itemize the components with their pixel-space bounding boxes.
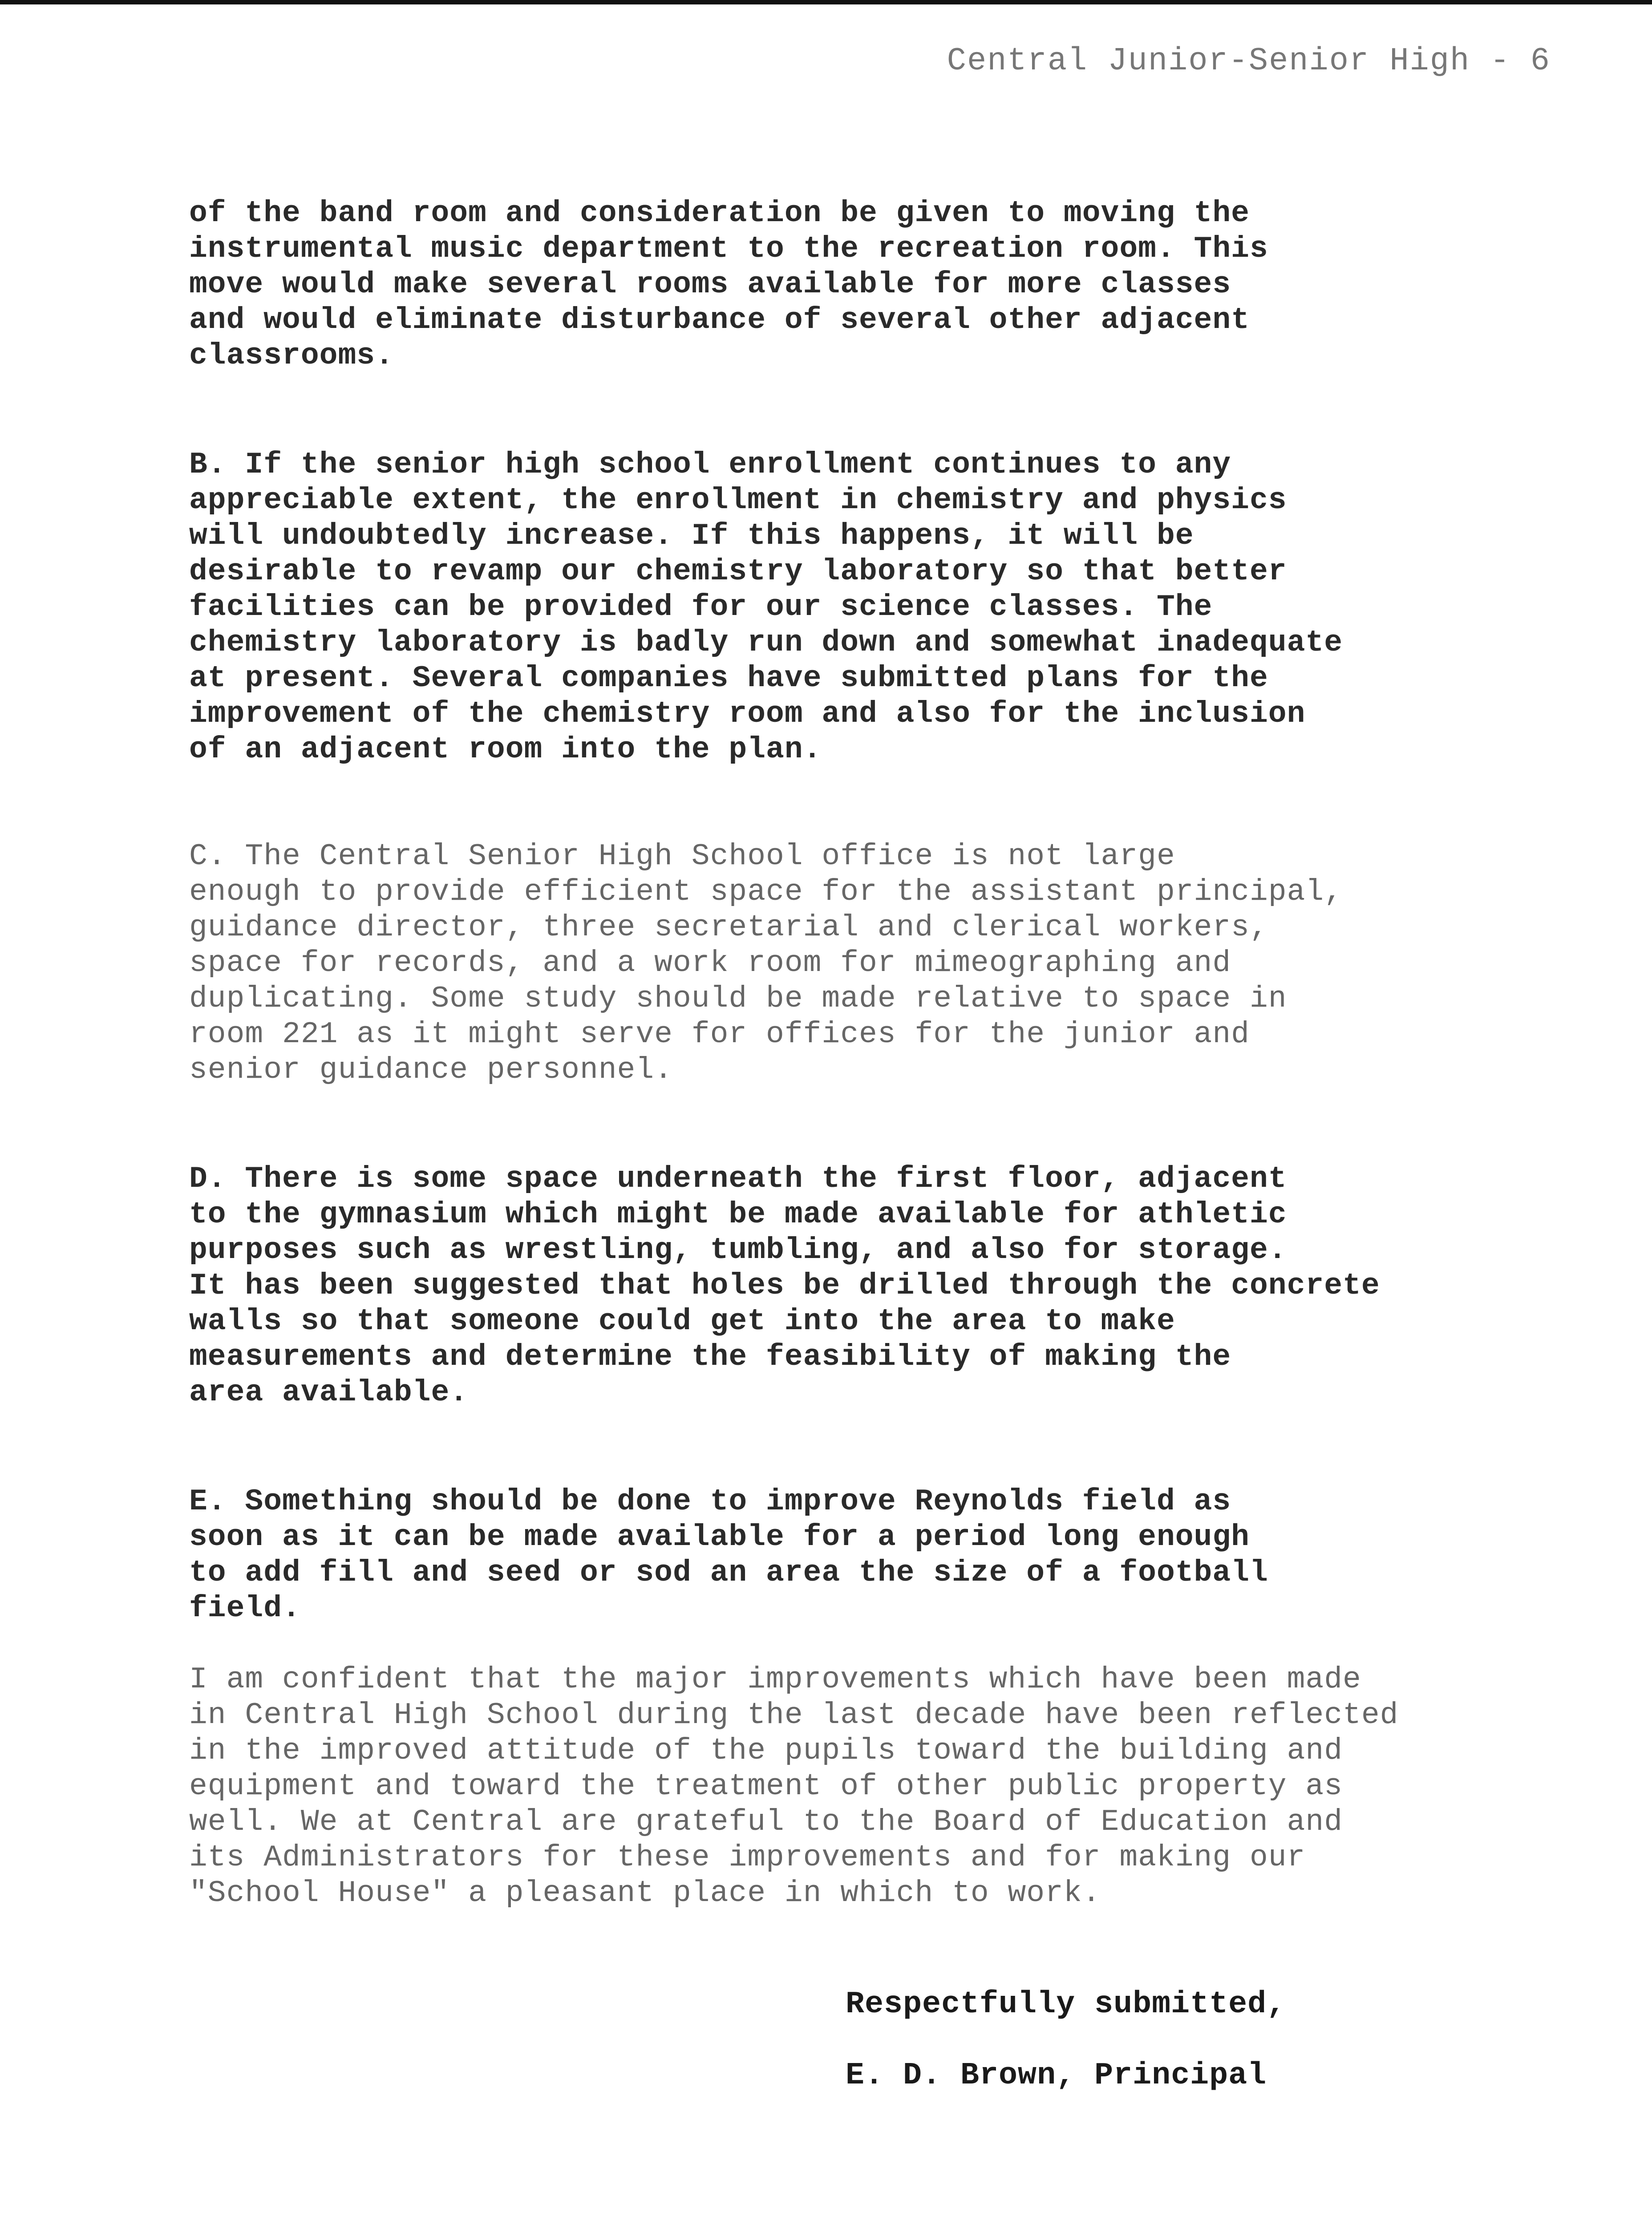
text-line: of the band room and consideration be given to moving the [189, 196, 1250, 231]
text-line: facilities can be provided for our science classes. The [189, 590, 1213, 624]
text-line: senior guidance personnel. [189, 1053, 673, 1087]
text-line: measurements and determine the feasibility of making the [189, 1340, 1231, 1374]
text-line: space for records, and a work room for mimeographing and [189, 946, 1231, 980]
text-line: equipment and toward the treatment of other public property as [189, 1769, 1343, 1804]
text-line: move would make several rooms available for more classes [189, 267, 1231, 302]
text-line: walls so that someone could get into the area to make [189, 1304, 1175, 1339]
text-line: in Central High School during the last decade have been reflected [189, 1698, 1399, 1732]
text-line: to the gymnasium which might be made available for athletic [189, 1197, 1287, 1232]
text-line: soon as it can be made available for a period long enough [189, 1520, 1250, 1554]
text-line: chemistry laboratory is badly run down and somewhat inadequate [189, 626, 1343, 660]
text-line: of an adjacent room into the plan. [189, 732, 822, 767]
paragraph-d [189, 1161, 1591, 1411]
text-line: in the improved attitude of the pupils toward the building and [189, 1734, 1343, 1768]
text-line: I am confident that the major improvements which have been made [189, 1663, 1361, 1697]
text-line: guidance director, three secretarial and clerical workers, [189, 910, 1268, 945]
text-line: and would eliminate disturbance of several other adjacent [189, 303, 1250, 337]
text-line: well. We at Central are grateful to the Board of Education and [189, 1805, 1343, 1839]
text-line: improvement of the chemistry room and also for the inclusion [189, 697, 1306, 731]
text-line: area available. [189, 1375, 469, 1410]
closing-salutation: Respectfully submitted, [846, 1987, 1286, 2022]
text-line: instrumental music department to the recreation room. This [189, 232, 1268, 266]
text-line: to add fill and seed or sod an area the size of a football [189, 1556, 1268, 1590]
paragraph-c [189, 839, 1591, 1088]
text-line: appreciable extent, the enrollment in chemistry and physics [189, 483, 1287, 518]
text-line: classrooms. [189, 339, 394, 373]
text-line: at present. Several companies have submitted plans for the [189, 661, 1268, 696]
text-line: D. There is some space underneath the first floor, adjacent [189, 1162, 1287, 1196]
text-line: room 221 as it might serve for offices for the junior and [189, 1017, 1250, 1052]
text-line: desirable to revamp our chemistry laboratory so that better [189, 554, 1287, 589]
text-line: its Administrators for these improvements and for making our [189, 1841, 1306, 1875]
signer-name: E. D. Brown, Principal [846, 2058, 1267, 2093]
text-line: "School House" a pleasant place in which to work. [189, 1876, 1101, 1910]
text-line: purposes such as wrestling, tumbling, and also for storage. [189, 1233, 1287, 1267]
text-line: enough to provide efficient space for the assistant principal, [189, 875, 1343, 909]
paragraph-b [189, 447, 1591, 768]
running-header: Central Junior-Senior High - 6 [947, 43, 1551, 79]
text-line: C. The Central Senior High School office is not large [189, 839, 1175, 874]
text-line: B. If the senior high school enrollment continues to any [189, 448, 1231, 482]
text-line: duplicating. Some study should be made relative to space in [189, 982, 1287, 1016]
text-line: will undoubtedly increase. If this happens, it will be [189, 519, 1194, 553]
paragraph-e [189, 1484, 1591, 1626]
paragraph-closing [189, 1662, 1591, 1911]
text-line: It has been suggested that holes be drilled through the concrete [189, 1269, 1380, 1303]
paragraph-continuation [189, 196, 1591, 374]
top-edge-rule [0, 0, 1652, 4]
text-line: field. [189, 1591, 301, 1626]
text-line: E. Something should be done to improve Reynolds field as [189, 1485, 1231, 1519]
